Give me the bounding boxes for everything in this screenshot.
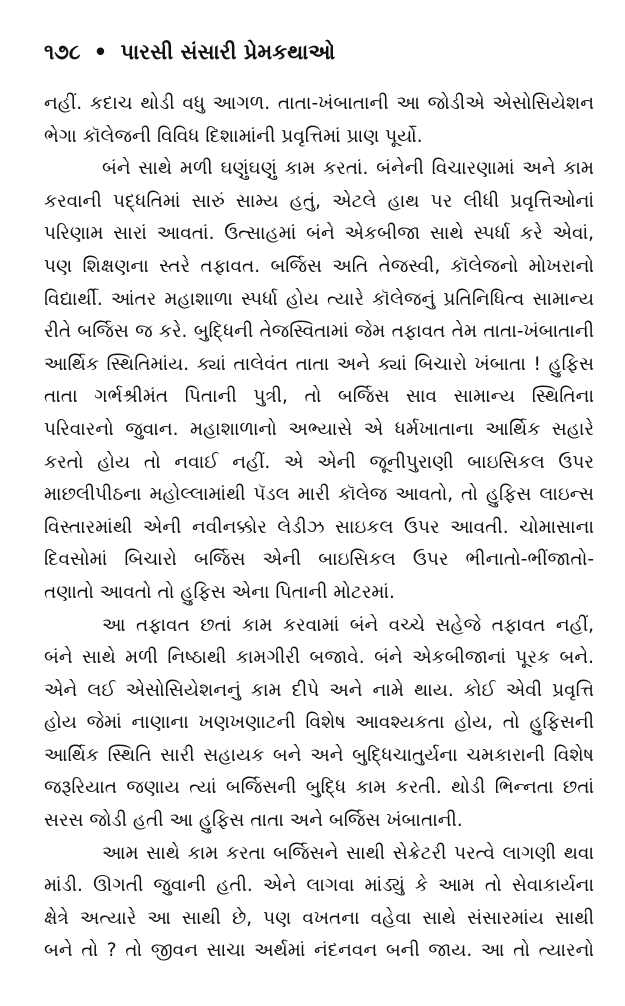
page-number: ૧૭૮ (44, 40, 81, 64)
text-line: સરસ જોડી હતી આ હુફિસ તાતા અને બર્જિસ ખંબાતાની. (44, 810, 463, 832)
text-line: હોય જેમાં નાણાના ખણખણાટની વિશેષ આવશ્યકતા હોય, તો હુફિસની (44, 712, 594, 734)
text-line: કરતો હોય તો નવાઈ નહીં. એ એની જૂનીપુરાણી બાઇસિકલ ઉપર (44, 451, 594, 473)
text-line: પરિવારનો જુવાન. મહાશાળાનો અભ્યાસે એ ધર્મખાતાના આર્થિક સહારે (44, 418, 594, 440)
text-line: આર્થિક સ્થિતિ સારી સહાયક બને અને બુદ્ધિચાતુર્યના ચમકારાની વિશેષ (44, 744, 594, 766)
text-line: બંને સાથે મળી નિષ્ઠાથી કામગીરી બજાવે. બંને એકબીજાનાં પૂરક બને. (44, 647, 594, 669)
text-line: વિદ્યાર્થી. આંતર મહાશાળા સ્પર્ધા હોય ત્યારે કૉલેજનું પ્રતિનિધિત્વ સામાન્ય (44, 288, 594, 310)
text-line: માંડી. ઊગતી જુવાની હતી. એને લાગવા માંડ્યું કે આમ તો સેવાકાર્યના (44, 875, 594, 897)
text-line: આમ સાથે કામ કરતા બર્જિસને સાથી સેક્રેટરી પરત્વે લાગણી થવા (102, 842, 594, 864)
text-line: જરૂરિયાત જણાય ત્યાં બર્જિસની બુદ્ધિ કામ કરતી. થોડી ભિન્નતા છતાં (44, 777, 594, 799)
text-line: પણ શિક્ષણના સ્તરે તફાવત. બર્જિસ અતિ તેજસ્વી, કૉલેજનો મોખરાનો (44, 255, 594, 277)
text-line: પરિણામ સારાં આવતાં. ઉત્સાહમાં બંને એકબીજા સાથે સ્પર્ધા કરે એવાં, (44, 223, 594, 245)
text-line: એને લઈ એસોસિયેશનનું કામ દીપે અને નામે થાય. કોઈ એવી પ્રવૃત્તિ (44, 679, 594, 701)
text-line: બને તો ? તો જીવન સાચા અર્થમાં નંદનવન બની જાય. આ તો ત્યારનો (44, 940, 594, 962)
text-line: માછલીપીઠના મહોલ્લામાંથી પૅડલ મારી કૉલેજ આવતો, તો હુફિસ લાઇન્સ (44, 484, 594, 506)
text-line: વિસ્તારમાંથી એની નવીનક્કોર લેડીઝ સાઇકલ ઉપર આવતી. ચોમાસાના (44, 516, 594, 538)
text-line: તાતા ગર્ભશ્રીમંત પિતાની પુત્રી, તો બર્જિસ સાવ સામાન્ય સ્થિતિના (44, 386, 594, 408)
text-line: કરવાની પદ્ધતિમાં સારું સામ્ય હતું, એટલે હાથ પર લીધી પ્રવૃત્તિઓનાં (44, 190, 594, 212)
text-line: આ તફાવત છતાં કામ કરવામાં બંને વચ્ચે સહેજે તફાવત નહીં, (102, 614, 594, 636)
text-line: નહીં. કદાચ થોડી વધુ આગળ. તાતા-ખંબાતાની આ જોડીએ એસોસિયેશન (44, 93, 594, 114)
text-line: રીતે બર્જિસ જ કરે. બુદ્ધિની તેજસ્વિતામાં જેમ તફાવત તેમ તાતા-ખંબાતાની (44, 321, 594, 343)
running-header (44, 40, 335, 65)
body-text (44, 88, 594, 968)
text-line: દિવસોમાં બિચારો બર્જિસ એની બાઇસિકલ ઉપર ભીનાતો-ભીંજાતો- (44, 549, 594, 571)
header-bullet: • (93, 40, 108, 64)
book-title: પારસી સંસારી પ્રેમકથાઓ (120, 40, 336, 64)
text-line: તણાતો આવતો તો હુફિસ એના પિતાની મોટરમાં. (44, 581, 395, 603)
text-line: આર્થિક સ્થિતિમાંય. ક્યાં તાલેવંત તાતા અને ક્યાં બિચારો ખંબાતા ! હુફિસ (44, 353, 594, 375)
text-line: ક્ષેત્રે અત્યારે આ સાથી છે, પણ વખતના વહેવા સાથે સંસારમાંય સાથી (44, 907, 594, 929)
text-line: ભેગા કૉલેજની વિવિધ દિશામાંની પ્રવૃત્તિમાં પ્રાણ પૂર્યો. (44, 125, 423, 147)
text-line: બંને સાથે મળી ઘણુંઘણું કામ કરતાં. બંનેની વિચારણામાં અને કામ (102, 158, 594, 180)
